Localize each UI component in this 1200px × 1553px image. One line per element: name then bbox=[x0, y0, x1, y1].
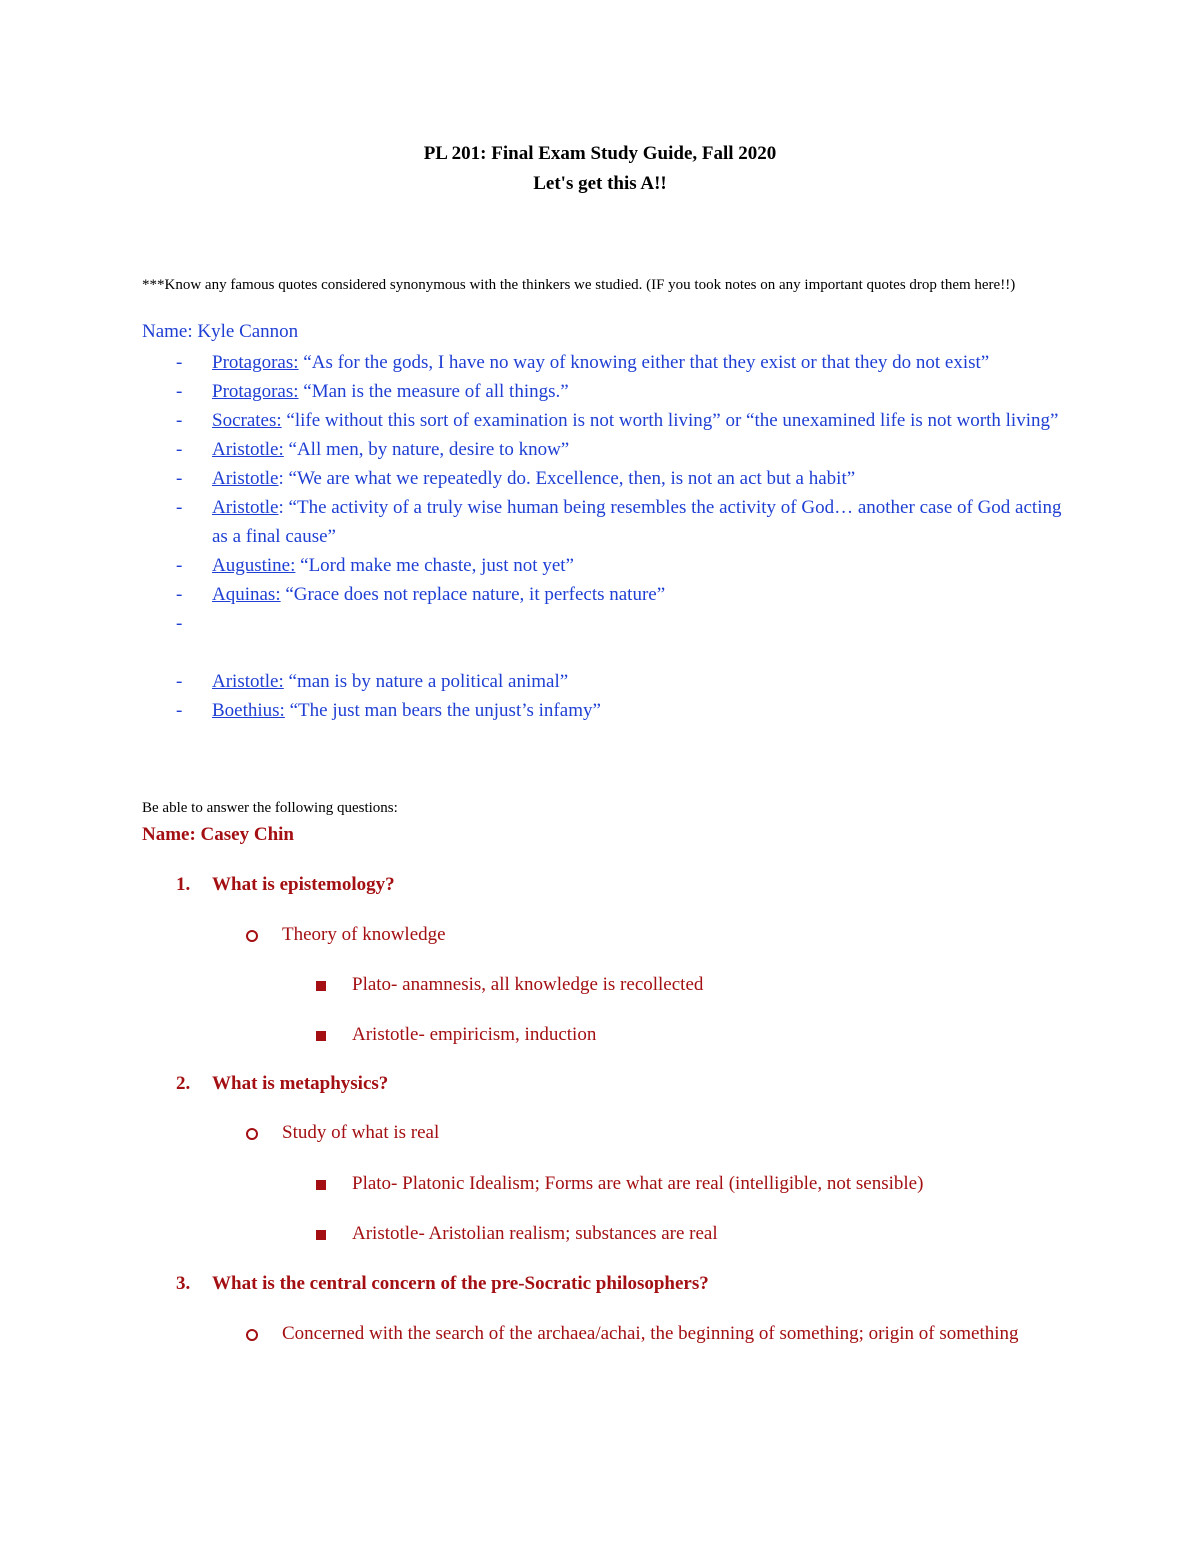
dash-bullet: - bbox=[176, 497, 183, 518]
quote-item bbox=[142, 580, 1062, 609]
circle-bullet-icon bbox=[246, 1310, 258, 1360]
dash-bullet: - bbox=[176, 410, 183, 431]
quotes-contributor: Name: Kyle Cannon bbox=[142, 321, 299, 342]
quote-author: Aristotle bbox=[212, 497, 279, 518]
square-bullet-icon bbox=[316, 1210, 326, 1259]
detail-text: Plato- anamnesis, all knowledge is recollected bbox=[352, 974, 704, 995]
quote-text: “man is by nature a political animal” bbox=[283, 671, 569, 692]
quote-author: Aristotle bbox=[212, 468, 279, 489]
quote-author: Aristotle: bbox=[212, 439, 284, 460]
page-title: PL 201: Final Exam Study Guide, Fall 2020 bbox=[423, 143, 777, 164]
quote-item bbox=[142, 667, 1062, 696]
question-text: What is epistemology? bbox=[212, 874, 395, 895]
dash-bullet: - bbox=[176, 439, 183, 460]
quote-author: Aristotle: bbox=[212, 671, 284, 692]
quote-author: Protagoras: bbox=[212, 381, 299, 402]
quote-text: “Lord make me chaste, just not yet” bbox=[295, 555, 574, 576]
quotes-list bbox=[142, 348, 1062, 725]
quote-item bbox=[142, 377, 1062, 406]
quote-item bbox=[142, 464, 1062, 493]
square-bullet-icon bbox=[316, 961, 326, 1010]
page-subtitle: Let's get this A!! bbox=[533, 173, 667, 194]
dash-bullet: - bbox=[176, 468, 183, 489]
question-number: 2. bbox=[176, 1073, 191, 1094]
quote-author: Aquinas: bbox=[212, 584, 281, 605]
detail-text: Aristotle- empiricism, induction bbox=[352, 1024, 597, 1045]
dash-bullet: - bbox=[176, 700, 183, 721]
questions-contributor: Name: Casey Chin bbox=[142, 824, 294, 845]
quote-text: “The just man bears the unjust’s infamy” bbox=[284, 700, 601, 721]
answer-text: Theory of knowledge bbox=[282, 924, 446, 945]
answer-text: Concerned with the search of the archaea/achai, the beginning of something; origin of something bbox=[282, 1323, 1019, 1344]
question-number: 1. bbox=[176, 874, 191, 895]
answer-text: Study of what is real bbox=[282, 1122, 440, 1143]
quote-author: Socrates: bbox=[212, 410, 282, 431]
quote-text: “Man is the measure of all things.” bbox=[298, 381, 569, 402]
quote-text: : “The activity of a truly wise human being resembles the activity of God… another case of God acting as a final cause” bbox=[212, 497, 1062, 547]
quote-item bbox=[142, 348, 1062, 377]
question-text: What is metaphysics? bbox=[212, 1073, 389, 1094]
dash-bullet: - bbox=[176, 381, 183, 402]
quotes-instruction: ***Know any famous quotes considered synonymous with the thinkers we studied. (IF you took notes on any important quotes drop them here!!) bbox=[142, 277, 1016, 293]
dash-bullet: - bbox=[176, 613, 183, 634]
dash-bullet: - bbox=[176, 671, 183, 692]
quote-text: “All men, by nature, desire to know” bbox=[283, 439, 570, 460]
quote-item-empty bbox=[142, 609, 1062, 667]
detail-text: Plato- Platonic Idealism; Forms are what are real (intelligible, not sensible) bbox=[352, 1173, 924, 1194]
quote-item bbox=[142, 406, 1062, 435]
quote-item bbox=[142, 696, 1062, 725]
question-text: What is the central concern of the pre-Socratic philosophers? bbox=[212, 1273, 709, 1294]
quote-author: Protagoras: bbox=[212, 352, 299, 373]
question-number: 3. bbox=[176, 1273, 191, 1294]
dash-bullet: - bbox=[176, 584, 183, 605]
square-bullet-icon bbox=[316, 1011, 326, 1060]
quote-author: Boethius: bbox=[212, 700, 285, 721]
answer-item bbox=[246, 1310, 1046, 1410]
quote-text: “As for the gods, I have no way of knowing either that they exist or that they do not exist” bbox=[298, 352, 990, 373]
circle-bullet-icon bbox=[246, 911, 258, 961]
questions-instruction: Be able to answer the following questions: bbox=[142, 800, 398, 816]
quote-author: Augustine: bbox=[212, 555, 296, 576]
quote-text: : “We are what we repeatedly do. Excellence, then, is not an act but a habit” bbox=[278, 468, 856, 489]
square-bullet-icon bbox=[316, 1160, 326, 1209]
quote-text: “life without this sort of examination is not worth living” or “the unexamined life is not worth living” bbox=[281, 410, 1059, 431]
circle-bullet-icon bbox=[246, 1109, 258, 1159]
quote-item bbox=[142, 435, 1062, 464]
dash-bullet: - bbox=[176, 352, 183, 373]
quote-item bbox=[142, 493, 1062, 551]
quote-item bbox=[142, 551, 1062, 580]
detail-text: Aristotle- Aristolian realism; substances are real bbox=[352, 1223, 718, 1244]
dash-bullet: - bbox=[176, 555, 183, 576]
quote-text: “Grace does not replace nature, it perfects nature” bbox=[280, 584, 666, 605]
